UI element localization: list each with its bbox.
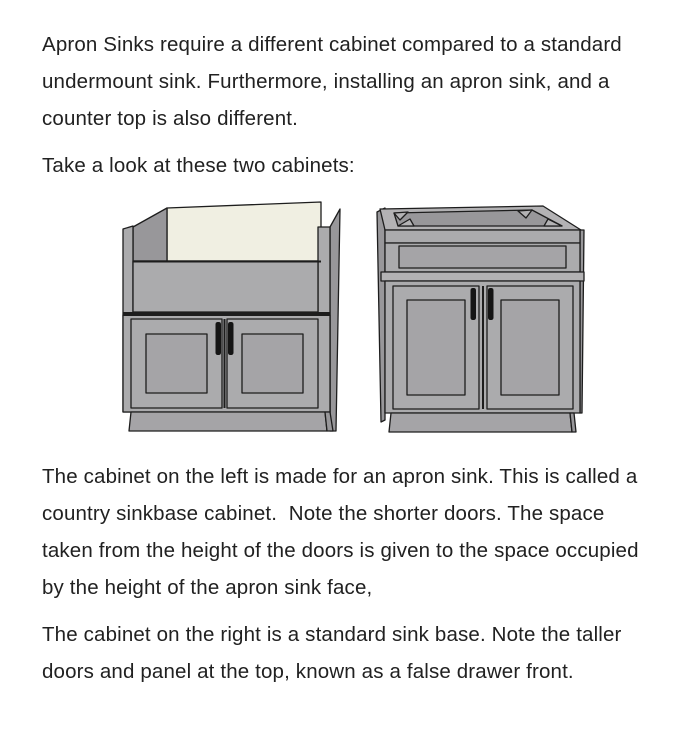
standard-cabinet-right-door-handle bbox=[488, 288, 494, 320]
standard-cabinet-left-door-panel bbox=[407, 300, 465, 395]
standard-cabinet-top-opening bbox=[394, 210, 562, 226]
standard-cabinet-left-door-handle bbox=[471, 288, 477, 320]
standard-cabinet-toe-kick bbox=[389, 413, 572, 432]
standard-cabinet-mid-rail bbox=[381, 272, 584, 281]
apron-cabinet-left-side-wall bbox=[133, 208, 167, 261]
standard-cabinet-right-door-panel bbox=[501, 300, 559, 395]
apron-cabinet-apron-face bbox=[133, 261, 318, 312]
lead-in-paragraph: Take a look at these two cabinets: bbox=[42, 154, 355, 177]
standard-cabinet-top-rail bbox=[385, 230, 580, 243]
cabinet-comparison-svg bbox=[95, 194, 595, 448]
left-cabinet-description: The cabinet on the left is made for an apron sink. This is called a country sinkbase cabinet. Note the shorter doors. The space taken from the height of the doors is given to the space occupied by the height of the apron sink face, bbox=[42, 465, 645, 599]
intro-paragraph: Apron Sinks require a different cabinet compared to a standard undermount sink. Furthermore, installing an apron sink, and a counter top is also different. bbox=[42, 33, 628, 130]
standard-sink-base-cabinet bbox=[377, 206, 584, 432]
apron-cabinet-left-door-panel bbox=[146, 334, 207, 393]
apron-cabinet-toe-kick bbox=[129, 412, 327, 431]
apron-cabinet-right-side-panel bbox=[330, 209, 340, 431]
apron-cabinet-left-door-handle bbox=[216, 322, 222, 355]
apron-sink-cabinet bbox=[123, 202, 340, 431]
cabinet-illustration bbox=[95, 194, 595, 448]
right-cabinet-description: The cabinet on the right is a standard sink base. Note the taller doors and panel at the top, known as a false drawer front. bbox=[42, 623, 628, 683]
standard-cabinet-left-side-panel bbox=[377, 208, 385, 422]
apron-cabinet-interior-back-panel bbox=[167, 202, 321, 261]
standard-cabinet-false-drawer-panel bbox=[399, 246, 566, 268]
apron-cabinet-right-door-handle bbox=[228, 322, 234, 355]
apron-cabinet-right-door-panel bbox=[242, 334, 303, 393]
